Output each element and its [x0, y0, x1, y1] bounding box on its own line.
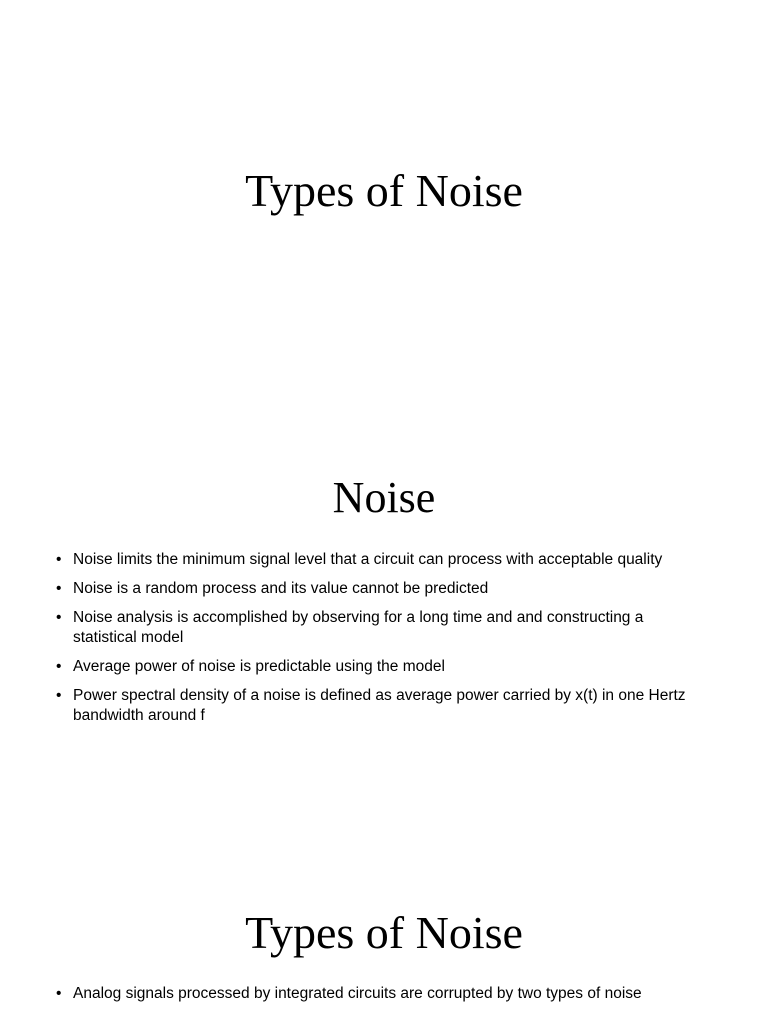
bullet-dot-icon: •	[56, 658, 62, 675]
bullet-text: Power spectral density of a noise is defined as average power carried by x(t) in one Hertz bandwidth around f	[73, 687, 686, 724]
slide-1	[0, 0, 768, 384]
bullet-text: Average power of noise is predictable using the model	[73, 658, 445, 675]
slide-3	[0, 814, 768, 1024]
bullet-item	[56, 579, 706, 599]
bullet-dot-icon: •	[56, 551, 62, 568]
bullet-item	[56, 550, 706, 570]
bullet-dot-icon: •	[56, 609, 62, 626]
bullet-dot-icon: •	[56, 985, 62, 1002]
bullet-item	[56, 608, 706, 648]
bullet-text: Noise limits the minimum signal level that a circuit can process with acceptable quality	[73, 551, 663, 568]
bullet-list	[56, 984, 706, 1013]
bullet-item	[56, 984, 706, 1004]
bullet-text: Noise analysis is accomplished by observing for a long time and and constructing a statistical model	[73, 609, 644, 646]
slide-title: Types of Noise	[245, 165, 523, 216]
bullet-text: Noise is a random process and its value cannot be predicted	[73, 580, 489, 597]
slide-title: Noise	[332, 473, 436, 522]
bullet-dot-icon: •	[56, 687, 62, 704]
slide-title: Types of Noise	[245, 907, 523, 958]
bullet-dot-icon: •	[56, 580, 62, 597]
bullet-text: Analog signals processed by integrated circuits are corrupted by two types of noise	[73, 985, 642, 1002]
bullet-item	[56, 657, 706, 677]
bullet-list	[56, 550, 706, 735]
bullet-item	[56, 686, 706, 726]
slide-2	[0, 384, 768, 814]
